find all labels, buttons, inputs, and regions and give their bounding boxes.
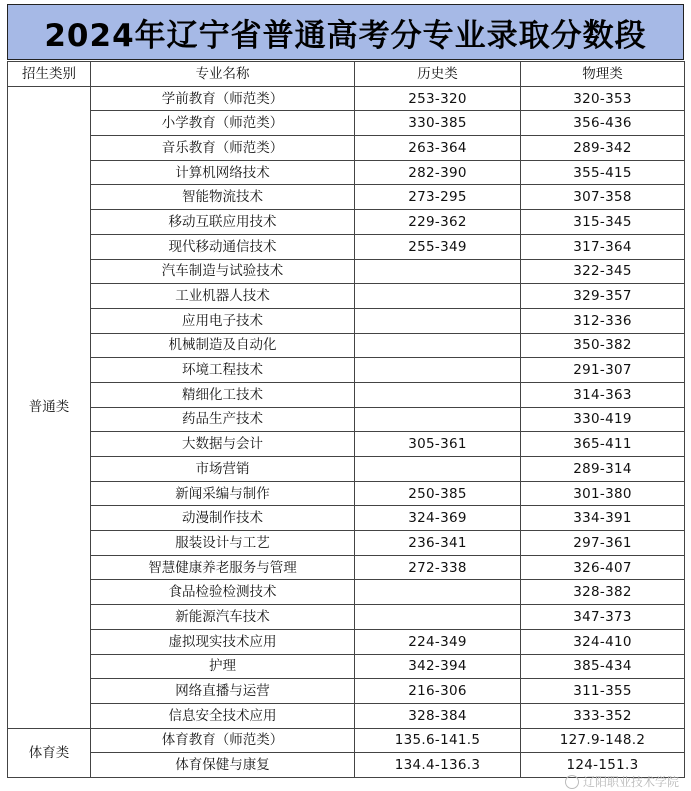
table-row xyxy=(8,358,685,383)
table-row xyxy=(8,160,685,185)
physics-score-cell: 311-355 xyxy=(521,679,685,704)
history-score-cell xyxy=(355,605,521,630)
table-row xyxy=(8,580,685,605)
table-row xyxy=(8,259,685,284)
physics-score-cell: 326-407 xyxy=(521,555,685,580)
major-cell: 工业机器人技术 xyxy=(91,284,355,309)
physics-score-cell: 320-353 xyxy=(521,86,685,111)
history-score-cell xyxy=(355,358,521,383)
table-row xyxy=(8,185,685,210)
table-row xyxy=(8,136,685,161)
major-cell: 服装设计与工艺 xyxy=(91,531,355,556)
history-score-cell xyxy=(355,308,521,333)
physics-score-cell: 289-314 xyxy=(521,457,685,482)
table-row xyxy=(8,703,685,728)
history-score-cell xyxy=(355,407,521,432)
table-row xyxy=(8,308,685,333)
major-cell: 机械制造及自动化 xyxy=(91,333,355,358)
physics-score-cell: 356-436 xyxy=(521,111,685,136)
major-cell: 移动互联应用技术 xyxy=(91,210,355,235)
major-cell: 环境工程技术 xyxy=(91,358,355,383)
major-cell: 食品检验检测技术 xyxy=(91,580,355,605)
table-row xyxy=(8,457,685,482)
table-row xyxy=(8,679,685,704)
history-score-cell: 229-362 xyxy=(355,210,521,235)
major-cell: 药品生产技术 xyxy=(91,407,355,432)
physics-score-cell: 312-336 xyxy=(521,308,685,333)
table-row xyxy=(8,86,685,111)
category-cell: 体育类 xyxy=(8,728,91,777)
table-row xyxy=(8,333,685,358)
major-cell: 新能源汽车技术 xyxy=(91,605,355,630)
history-score-cell: 330-385 xyxy=(355,111,521,136)
history-score-cell xyxy=(355,580,521,605)
physics-score-cell: 307-358 xyxy=(521,185,685,210)
history-score-cell: 224-349 xyxy=(355,629,521,654)
history-score-cell: 305-361 xyxy=(355,432,521,457)
history-score-cell: 135.6-141.5 xyxy=(355,728,521,753)
physics-score-cell: 347-373 xyxy=(521,605,685,630)
table-row xyxy=(8,654,685,679)
weibo-logo-icon xyxy=(565,775,579,789)
history-score-cell xyxy=(355,333,521,358)
table-row xyxy=(8,728,685,753)
physics-score-cell: 315-345 xyxy=(521,210,685,235)
table-row xyxy=(8,111,685,136)
major-cell: 计算机网络技术 xyxy=(91,160,355,185)
major-cell: 大数据与会计 xyxy=(91,432,355,457)
table-row xyxy=(8,234,685,259)
major-cell: 精细化工技术 xyxy=(91,382,355,407)
table-row xyxy=(8,605,685,630)
physics-score-cell: 329-357 xyxy=(521,284,685,309)
physics-score-cell: 330-419 xyxy=(521,407,685,432)
physics-score-cell: 334-391 xyxy=(521,506,685,531)
history-score-cell: 342-394 xyxy=(355,654,521,679)
table-row xyxy=(8,506,685,531)
table-row xyxy=(8,629,685,654)
table-header-row xyxy=(8,62,685,87)
major-cell: 智能物流技术 xyxy=(91,185,355,210)
header-physics: 物理类 xyxy=(521,62,685,87)
major-cell: 学前教育（师范类） xyxy=(91,86,355,111)
physics-score-cell: 297-361 xyxy=(521,531,685,556)
physics-score-cell: 333-352 xyxy=(521,703,685,728)
major-cell: 音乐教育（师范类） xyxy=(91,136,355,161)
physics-score-cell: 289-342 xyxy=(521,136,685,161)
history-score-cell: 255-349 xyxy=(355,234,521,259)
page-title: 2024年辽宁省普通高考分专业录取分数段 xyxy=(7,4,684,60)
history-score-cell xyxy=(355,457,521,482)
history-score-cell: 263-364 xyxy=(355,136,521,161)
history-score-cell: 216-306 xyxy=(355,679,521,704)
header-category: 招生类别 xyxy=(8,62,91,87)
history-score-cell xyxy=(355,284,521,309)
table-row xyxy=(8,210,685,235)
admission-score-table xyxy=(7,61,685,778)
major-cell: 动漫制作技术 xyxy=(91,506,355,531)
category-cell: 普通类 xyxy=(8,86,91,728)
table-row xyxy=(8,382,685,407)
table-row xyxy=(8,432,685,457)
major-cell: 汽车制造与试验技术 xyxy=(91,259,355,284)
history-score-cell xyxy=(355,382,521,407)
table-body xyxy=(8,86,685,777)
physics-score-cell: 317-364 xyxy=(521,234,685,259)
physics-score-cell: 291-307 xyxy=(521,358,685,383)
physics-score-cell: 127.9-148.2 xyxy=(521,728,685,753)
major-cell: 小学教育（师范类） xyxy=(91,111,355,136)
physics-score-cell: 314-363 xyxy=(521,382,685,407)
physics-score-cell: 322-345 xyxy=(521,259,685,284)
history-score-cell: 273-295 xyxy=(355,185,521,210)
major-cell: 虚拟现实技术应用 xyxy=(91,629,355,654)
table-row xyxy=(8,555,685,580)
history-score-cell: 134.4-136.3 xyxy=(355,753,521,778)
history-score-cell: 324-369 xyxy=(355,506,521,531)
header-major: 专业名称 xyxy=(91,62,355,87)
major-cell: 体育保健与康复 xyxy=(91,753,355,778)
watermark xyxy=(565,773,679,790)
table-row xyxy=(8,284,685,309)
watermark-text: 辽阳职业技术学院 xyxy=(582,775,679,789)
major-cell: 市场营销 xyxy=(91,457,355,482)
major-cell: 护理 xyxy=(91,654,355,679)
major-cell: 新闻采编与制作 xyxy=(91,481,355,506)
table-row xyxy=(8,531,685,556)
history-score-cell: 328-384 xyxy=(355,703,521,728)
physics-score-cell: 350-382 xyxy=(521,333,685,358)
major-cell: 现代移动通信技术 xyxy=(91,234,355,259)
physics-score-cell: 301-380 xyxy=(521,481,685,506)
physics-score-cell: 124-151.3 xyxy=(521,753,685,778)
table-row xyxy=(8,481,685,506)
physics-score-cell: 324-410 xyxy=(521,629,685,654)
header-history: 历史类 xyxy=(355,62,521,87)
history-score-cell: 253-320 xyxy=(355,86,521,111)
history-score-cell: 250-385 xyxy=(355,481,521,506)
physics-score-cell: 355-415 xyxy=(521,160,685,185)
major-cell: 体育教育（师范类） xyxy=(91,728,355,753)
history-score-cell: 282-390 xyxy=(355,160,521,185)
major-cell: 智慧健康养老服务与管理 xyxy=(91,555,355,580)
history-score-cell: 272-338 xyxy=(355,555,521,580)
physics-score-cell: 385-434 xyxy=(521,654,685,679)
table-row xyxy=(8,407,685,432)
major-cell: 信息安全技术应用 xyxy=(91,703,355,728)
history-score-cell xyxy=(355,259,521,284)
physics-score-cell: 328-382 xyxy=(521,580,685,605)
major-cell: 应用电子技术 xyxy=(91,308,355,333)
major-cell: 网络直播与运营 xyxy=(91,679,355,704)
history-score-cell: 236-341 xyxy=(355,531,521,556)
physics-score-cell: 365-411 xyxy=(521,432,685,457)
